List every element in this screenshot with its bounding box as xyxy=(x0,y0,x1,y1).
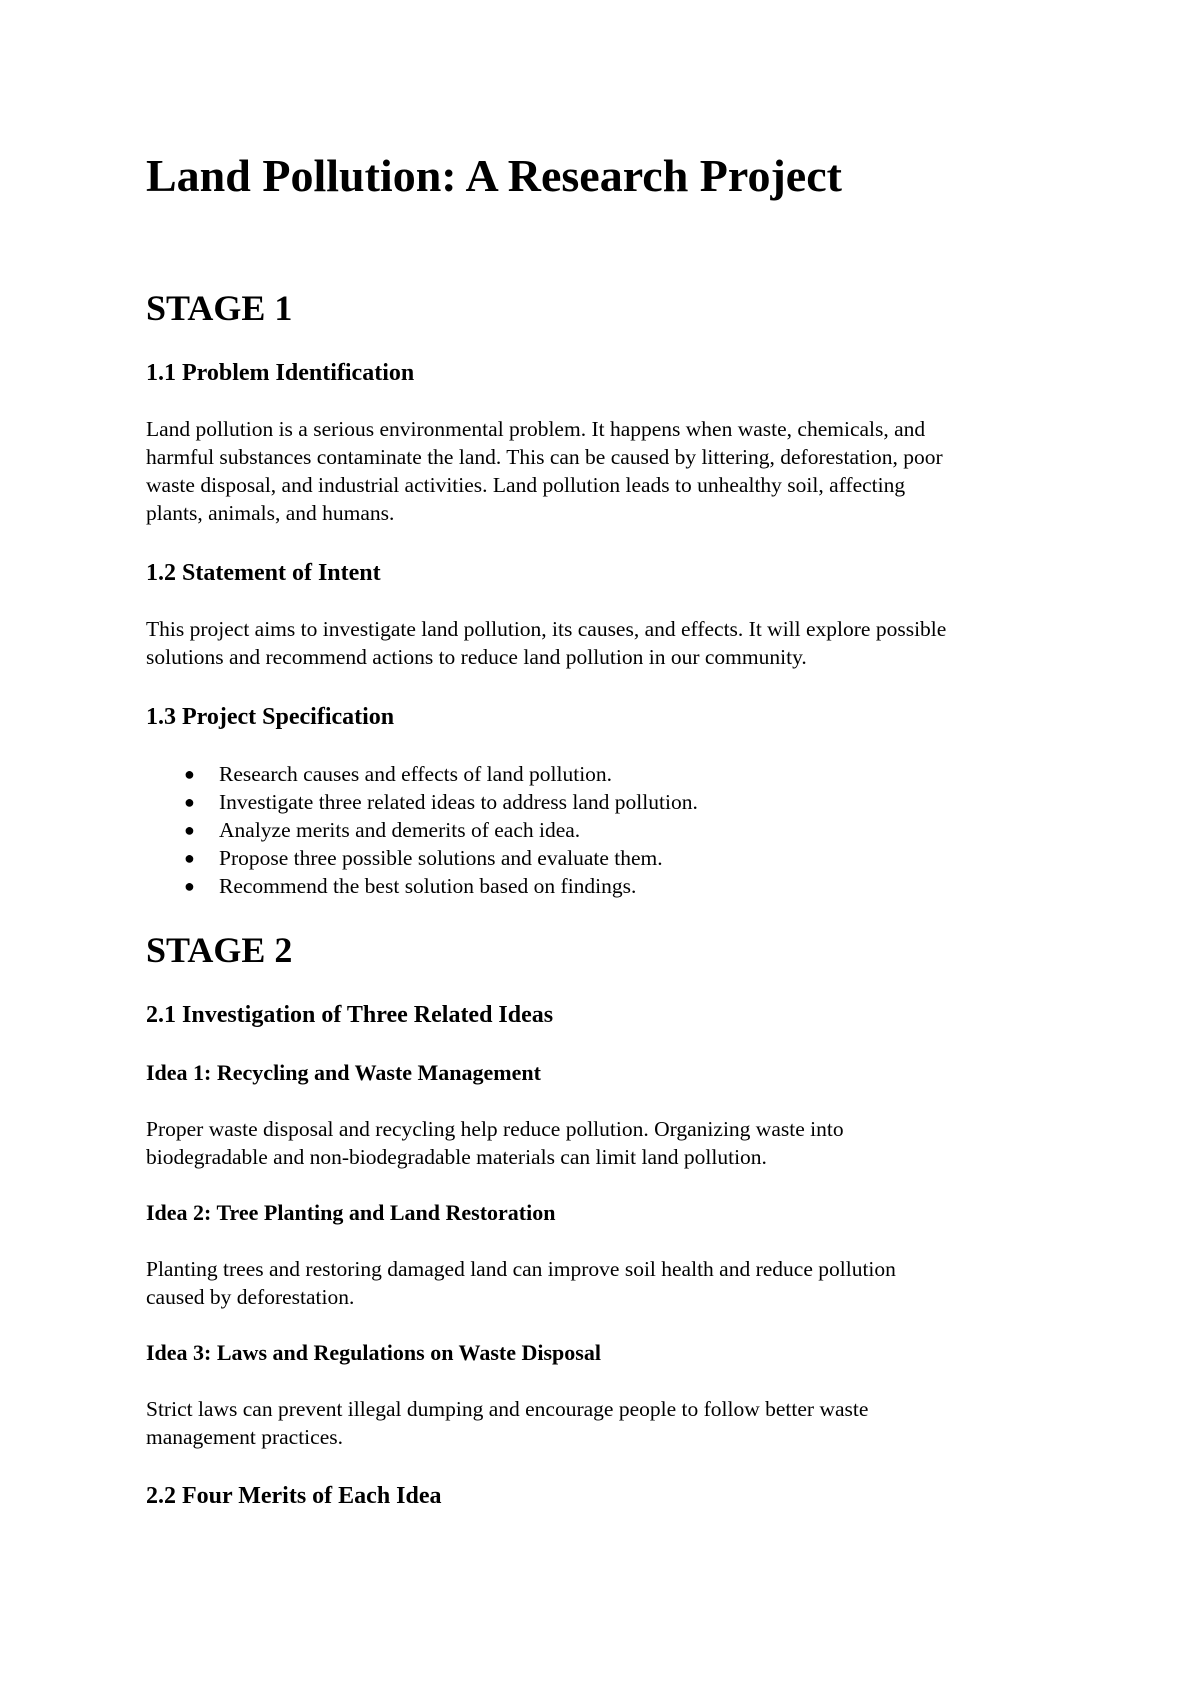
bullet-icon: ● xyxy=(184,848,195,868)
paragraph-line: plants, animals, and humans. xyxy=(146,501,395,525)
stage-2-heading: STAGE 2 xyxy=(146,930,293,970)
paragraph-line: harmful substances contaminate the land. This can be caused by littering, deforestation, poor xyxy=(146,445,943,469)
paragraph-line: Land pollution is a serious environmental problem. It happens when waste, chemicals, and xyxy=(146,417,926,441)
paragraph-line: This project aims to investigate land pollution, its causes, and effects. It will explore possible xyxy=(146,617,947,641)
section-1-2-paragraph xyxy=(146,615,1066,671)
section-1-1-paragraph xyxy=(146,415,1066,527)
section-1-3-heading: 1.3 Project Specification xyxy=(146,704,395,730)
idea-2-heading: Idea 2: Tree Planting and Land Restoration xyxy=(146,1200,556,1225)
idea-1-paragraph xyxy=(146,1115,1066,1171)
paragraph-line: caused by deforestation. xyxy=(146,1285,355,1309)
paragraph-line: Planting trees and restoring damaged land can improve soil health and reduce pollution xyxy=(146,1257,896,1281)
section-1-2-heading: 1.2 Statement of Intent xyxy=(146,560,381,586)
paragraph-line: biodegradable and non-biodegradable materials can limit land pollution. xyxy=(146,1145,767,1169)
paragraph-line: management practices. xyxy=(146,1425,343,1449)
list-item: ● Recommend the best solution based on findings. xyxy=(184,874,637,898)
list-item: ● Propose three possible solutions and evaluate them. xyxy=(184,846,663,870)
paragraph-line: waste disposal, and industrial activities. Land pollution leads to unhealthy soil, affecting xyxy=(146,473,906,497)
specification-list xyxy=(146,760,698,900)
bullet-icon: ● xyxy=(184,792,195,812)
section-1-1-heading: 1.1 Problem Identification xyxy=(146,360,415,386)
list-item: ● Research causes and effects of land pollution. xyxy=(184,762,613,786)
bullet-icon: ● xyxy=(184,876,195,896)
list-item: ● Analyze merits and demerits of each idea. xyxy=(184,818,581,842)
paragraph-line: Proper waste disposal and recycling help reduce pollution. Organizing waste into xyxy=(146,1117,844,1141)
document-title: Land Pollution: A Research Project xyxy=(146,150,842,201)
idea-1-heading: Idea 1: Recycling and Waste Management xyxy=(146,1060,541,1085)
paragraph-line: solutions and recommend actions to reduce land pollution in our community. xyxy=(146,645,807,669)
section-2-1-heading: 2.1 Investigation of Three Related Ideas xyxy=(146,1002,554,1028)
bullet-icon: ● xyxy=(184,820,195,840)
section-2-2-heading: 2.2 Four Merits of Each Idea xyxy=(146,1483,442,1509)
idea-3-paragraph xyxy=(146,1395,1066,1451)
bullet-icon: ● xyxy=(184,764,195,784)
paragraph-line: Strict laws can prevent illegal dumping and encourage people to follow better waste xyxy=(146,1397,869,1421)
list-item: ● Investigate three related ideas to address land pollution. xyxy=(184,790,698,814)
idea-3-heading: Idea 3: Laws and Regulations on Waste Disposal xyxy=(146,1340,601,1365)
stage-1-heading: STAGE 1 xyxy=(146,288,293,328)
idea-2-paragraph xyxy=(146,1255,1066,1311)
